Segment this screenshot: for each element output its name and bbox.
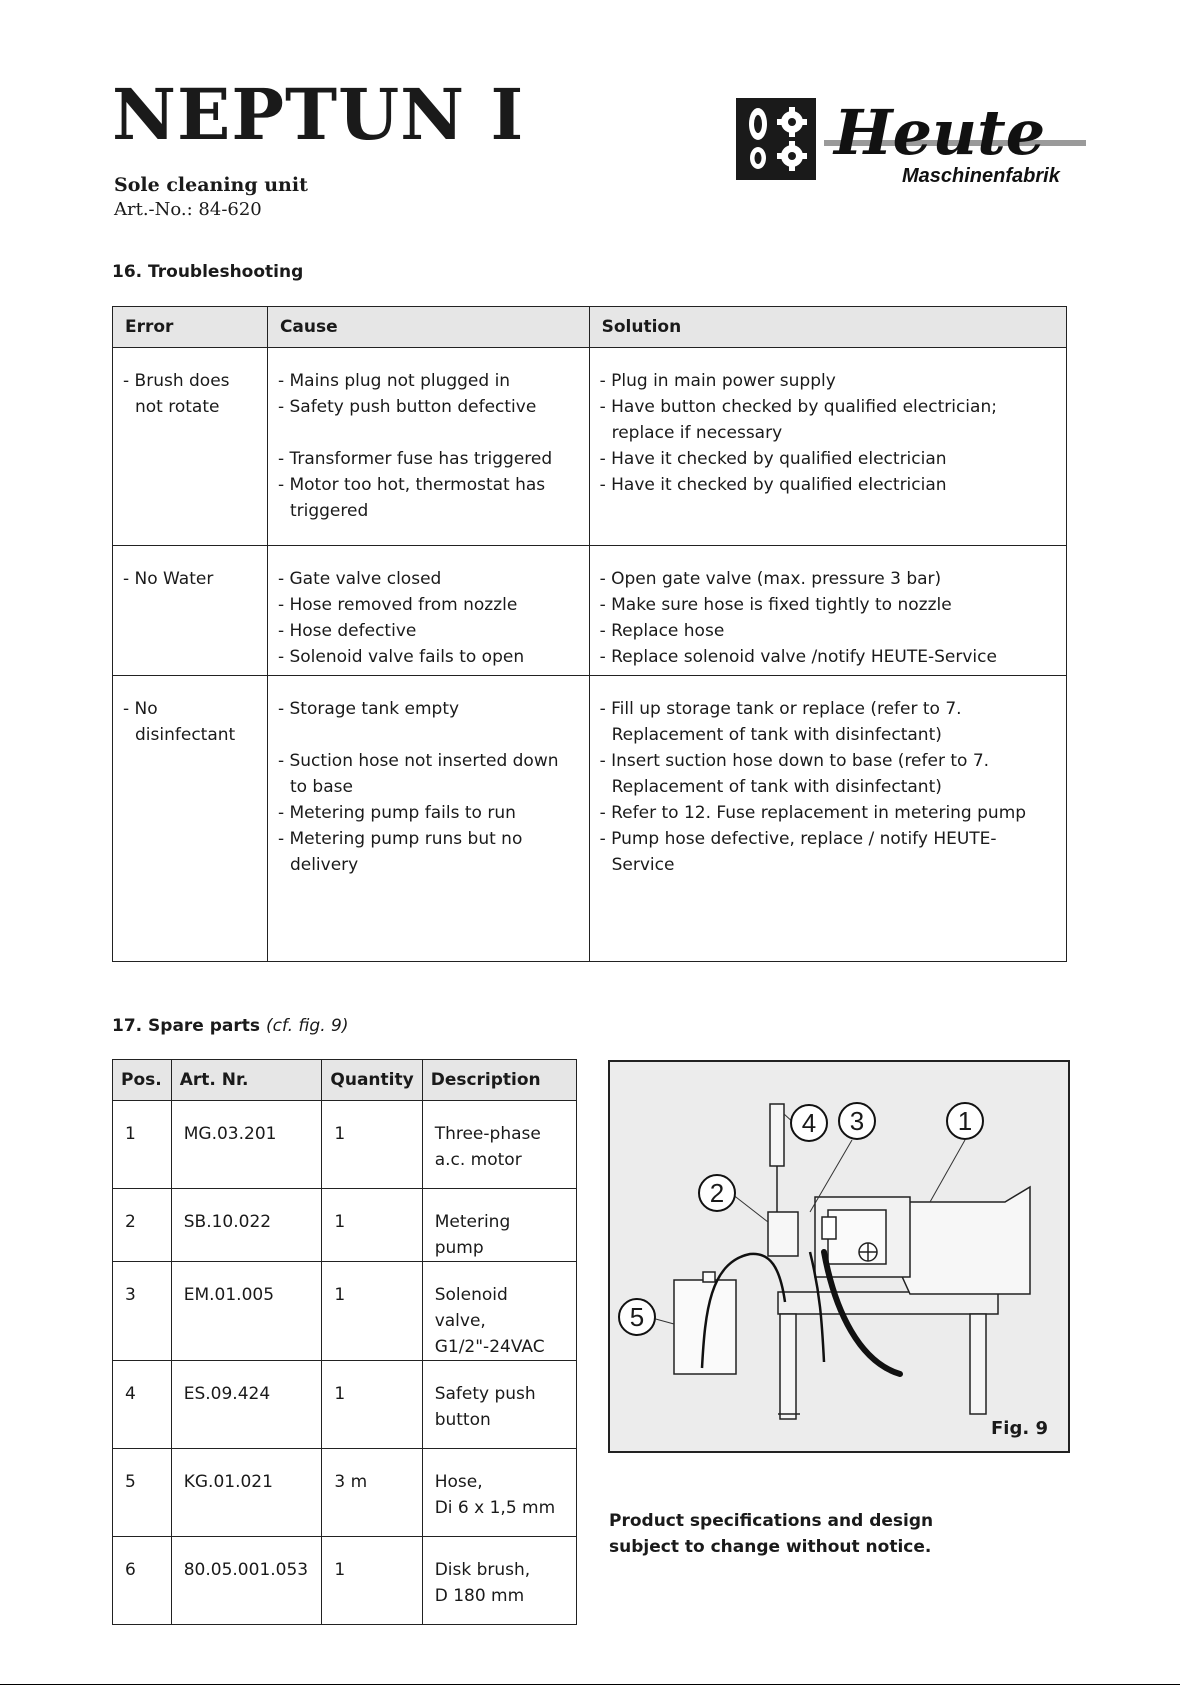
qty-cell: 1	[322, 1361, 422, 1449]
document-title: NEPTUN I	[112, 73, 525, 156]
pos-cell: 1	[113, 1101, 172, 1189]
desc-cell	[422, 1189, 576, 1262]
desc-line: Hose,	[434, 1472, 483, 1492]
column-header-error: Error	[113, 307, 268, 348]
table-row	[113, 1189, 577, 1262]
table-row	[113, 1262, 577, 1361]
qty-cell: 1	[322, 1189, 422, 1262]
error-line: - No	[123, 699, 158, 719]
desc-line: G1/2"-24VAC	[434, 1337, 545, 1357]
desc-line: Three-phase	[434, 1124, 541, 1144]
cause-line: - Motor too hot, thermostat has triggered	[277, 475, 546, 521]
pos-cell: 4	[113, 1361, 172, 1449]
solution-line: - Pump hose defective, replace / notify HEUTE-Service	[599, 829, 997, 875]
cause-line: - Metering pump runs but no delivery	[277, 829, 523, 875]
solution-line: - Replace solenoid valve /notify HEUTE-Service	[599, 647, 997, 667]
desc-line: Metering pump	[434, 1212, 511, 1258]
art-cell: MG.03.201	[171, 1101, 322, 1189]
table-row	[113, 1537, 577, 1625]
solution-line: - Have it checked by qualified electrician	[599, 475, 947, 495]
troubleshooting-table	[112, 306, 1067, 962]
svg-text:Maschinenfabrik: Maschinenfabrik	[902, 165, 1060, 187]
desc-cell	[422, 1361, 576, 1449]
solution-line: - Replace hose	[599, 621, 725, 641]
svg-text:Heute: Heute	[834, 96, 1046, 169]
solution-cell	[589, 676, 1066, 962]
table-header-row	[113, 1060, 577, 1101]
qty-cell: 1	[322, 1262, 422, 1361]
art-cell: ES.09.424	[171, 1361, 322, 1449]
error-cell	[113, 546, 268, 676]
cause-cell	[267, 546, 589, 676]
desc-line: a.c. motor	[434, 1150, 522, 1170]
cause-line: - Gate valve closed	[277, 569, 442, 589]
desc-line: Disk brush,	[434, 1560, 531, 1580]
art-cell: EM.01.005	[171, 1262, 322, 1361]
article-number: Art.-No.: 84-620	[114, 199, 262, 220]
callout-5: 5	[618, 1298, 656, 1336]
error-cell	[113, 348, 268, 546]
desc-cell	[422, 1101, 576, 1189]
cause-line: - Hose defective	[277, 621, 417, 641]
figure-9-diagram	[608, 1060, 1070, 1453]
qty-cell: 1	[322, 1537, 422, 1625]
qty-cell: 1	[322, 1101, 422, 1189]
pos-cell: 5	[113, 1449, 172, 1537]
table-row	[113, 1101, 577, 1189]
table-row	[113, 1361, 577, 1449]
cause-line: - Solenoid valve fails to open	[277, 647, 525, 667]
desc-cell	[422, 1449, 576, 1537]
troubleshooting-heading: 16. Troubleshooting	[112, 262, 304, 282]
spare-parts-title: 17. Spare parts	[112, 1016, 261, 1036]
column-header-art-nr: Art. Nr.	[171, 1060, 322, 1101]
cause-line: - Suction hose not inserted down to base	[277, 751, 559, 797]
table-row	[113, 676, 1067, 962]
desc-cell	[422, 1262, 576, 1361]
pos-cell: 3	[113, 1262, 172, 1361]
table-row	[113, 546, 1067, 676]
desc-line: Safety push	[434, 1384, 536, 1404]
solution-line: - Make sure hose is fixed tightly to nozzle	[599, 595, 952, 615]
column-header-pos: Pos.	[113, 1060, 172, 1101]
cause-line: - Storage tank empty	[277, 699, 460, 719]
spare-parts-note: (cf. fig. 9)	[265, 1016, 349, 1036]
callout-3: 3	[838, 1102, 876, 1140]
figure-label: Fig. 9	[991, 1418, 1048, 1439]
cause-cell	[267, 348, 589, 546]
error-line: not rotate	[135, 397, 220, 417]
table-row	[113, 348, 1067, 546]
solution-line: - Have it checked by qualified electrician	[599, 449, 947, 469]
column-header-solution: Solution	[589, 307, 1066, 348]
solution-line: - Plug in main power supply	[599, 371, 836, 391]
callout-4: 4	[790, 1104, 828, 1142]
cause-line: - Metering pump fails to run	[277, 803, 516, 823]
qty-cell: 3 m	[322, 1449, 422, 1537]
solution-line: - Have button checked by qualified electrician; replace if necessary	[599, 397, 997, 443]
solution-line: - Open gate valve (max. pressure 3 bar)	[599, 569, 942, 589]
error-line: - No Water	[123, 569, 214, 589]
callout-1: 1	[946, 1102, 984, 1140]
callout-2: 2	[698, 1174, 736, 1212]
desc-line: Di 6 x 1,5 mm	[434, 1498, 556, 1518]
column-header-description: Description	[422, 1060, 576, 1101]
disclaimer-note: Product specifications and design subject to change without notice.	[609, 1511, 934, 1557]
cause-line: - Transformer fuse has triggered	[277, 449, 553, 469]
solution-line: - Refer to 12. Fuse replacement in metering pump	[599, 803, 1027, 823]
solution-cell	[589, 546, 1066, 676]
column-header-cause: Cause	[267, 307, 589, 348]
cause-line: - Mains plug not plugged in	[277, 371, 511, 391]
error-line: disinfectant	[135, 725, 236, 745]
art-cell: SB.10.022	[171, 1189, 322, 1262]
pos-cell: 2	[113, 1189, 172, 1262]
table-row	[113, 1449, 577, 1537]
pos-cell: 6	[113, 1537, 172, 1625]
table-header-row	[113, 307, 1067, 348]
desc-line: D 180 mm	[434, 1586, 525, 1606]
art-cell: 80.05.001.053	[171, 1537, 322, 1625]
column-header-quantity: Quantity	[322, 1060, 422, 1101]
solution-line: - Insert suction hose down to base (refer to 7. Replacement of tank with disinfectant)	[599, 751, 990, 797]
spare-parts-heading	[112, 1016, 348, 1036]
error-line: - Brush does	[123, 371, 230, 391]
desc-line: Solenoid valve,	[434, 1285, 508, 1331]
desc-cell	[422, 1537, 576, 1625]
spacer	[278, 722, 579, 748]
cause-line: - Hose removed from nozzle	[277, 595, 518, 615]
art-cell: KG.01.021	[171, 1449, 322, 1537]
cause-cell	[267, 676, 589, 962]
solution-cell	[589, 348, 1066, 546]
error-cell	[113, 676, 268, 962]
desc-line: button	[434, 1410, 491, 1430]
spacer	[278, 420, 579, 446]
cause-line: - Safety push button defective	[277, 397, 537, 417]
heute-logo	[736, 96, 1086, 188]
spare-parts-table	[112, 1059, 577, 1625]
product-subtitle: Sole cleaning unit	[114, 174, 308, 196]
solution-line: - Fill up storage tank or replace (refer to 7. Replacement of tank with disinfectant)	[599, 699, 962, 745]
